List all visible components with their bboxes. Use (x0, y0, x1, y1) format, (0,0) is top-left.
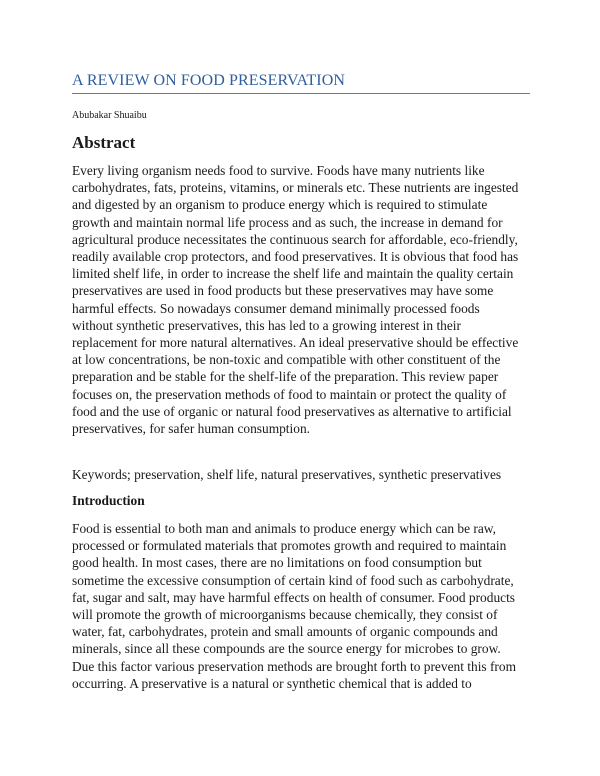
introduction-heading: Introduction (72, 493, 145, 508)
keywords-line (72, 466, 534, 483)
keywords-text: Keywords; preservation, shelf life, natural preservatives, synthetic preservatives (72, 467, 502, 482)
introduction-paragraph (72, 520, 534, 692)
introduction-line: occurring. A preservative is a natural or synthetic chemical that is added to (72, 675, 472, 691)
abstract-line: carbohydrates, fats, proteins, vitamins, or minerals etc. These nutrients are ingested (72, 180, 519, 196)
introduction-line: Food is essential to both man and animals to produce energy which can be raw, (72, 521, 496, 536)
abstract-line: focuses on, the preservation methods of food to maintain or protect the quality of (72, 386, 507, 402)
abstract-line: without synthetic preservatives, this has led to a growing interest in their (72, 317, 461, 333)
abstract-line: harmful effects. So nowadays consumer demand minimally processed foods (72, 300, 480, 316)
abstract-line: growth and maintain normal life process and as such, the increase in demand for (72, 214, 503, 230)
introduction-line: fat, sugar and salt, may have harmful effects on health of consumer. Food products (72, 589, 516, 605)
abstract-paragraph (72, 162, 534, 437)
introduction-line: minerals, since all these compounds are the source energy for microbes to grow. (72, 641, 501, 657)
abstract-line: limited shelf life, in order to increase the shelf life and maintain the quality certain (72, 266, 514, 282)
abstract-line: and digested by an organism to produce energy which is required to stimulate (72, 197, 488, 213)
author-name: Abubakar Shuaibu (72, 110, 147, 121)
introduction-line: water, fat, carbohydrates, protein and small amounts of organic compounds and (72, 624, 498, 640)
abstract-line: replacement for more natural alternatives. An ideal preservative should be effective (72, 335, 519, 351)
introduction-line: processed or formulated materials that promotes growth and required to maintain (72, 538, 507, 554)
abstract-line: preparation and be stable for the shelf-life of the preparation. This review paper (72, 369, 499, 385)
abstract-line: readily available crop protectors, and food preservatives. It is obvious that food has (72, 249, 519, 265)
abstract-line: food and the use of organic or natural food preservatives as alternative to artificial (72, 403, 512, 419)
abstract-heading: Abstract (72, 133, 136, 152)
abstract-line: preservatives are used in food products but these preservatives may have some (72, 283, 494, 299)
abstract-line: Every living organism needs food to survive. Foods have many nutrients like (72, 163, 485, 178)
introduction-line: sometime the excessive consumption of certain kind of food such as carbohydrate, (72, 572, 514, 588)
abstract-line: agricultural produce necessitates the continuous search for affordable, eco-friendly, (72, 231, 518, 247)
introduction-line: good health. In most cases, there are no limitations on food consumption but (72, 555, 482, 571)
title-underline-rule (72, 93, 530, 94)
paper-title: A REVIEW ON FOOD PRESERVATION (72, 72, 346, 89)
abstract-line: preservatives, for safer human consumption. (72, 421, 310, 437)
abstract-line: at low concentrations, be non-toxic and compatible with other constituent of the (72, 352, 501, 368)
introduction-line: Due this factor various preservation methods are brought forth to prevent this from (72, 658, 517, 674)
introduction-line: will promote the growth of microorganisms because chemically, they consist of (72, 607, 498, 623)
